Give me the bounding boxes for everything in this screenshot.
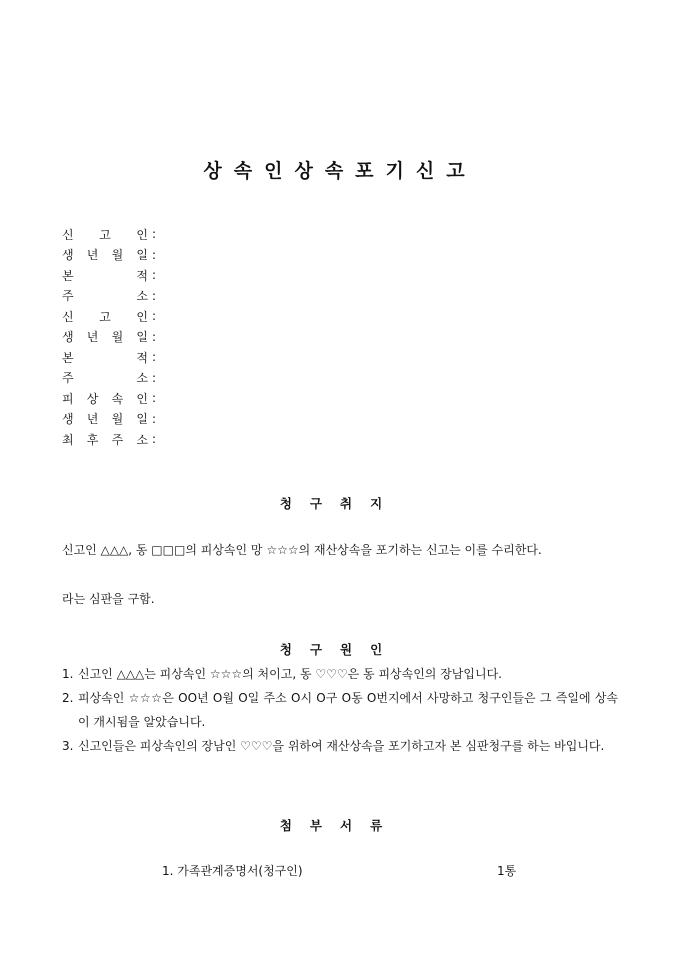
field-row (62, 409, 362, 430)
field-label: 신 고 인 (62, 309, 148, 324)
field-row (62, 265, 362, 286)
purpose-text: 신고인 △△△, 동 □□□의 피상속인 망 ☆☆☆의 재산상속을 포기하는 신고는 이를 수리한다. (62, 543, 542, 557)
field-row (62, 327, 362, 348)
field-label: 최 후 주 소 (62, 432, 148, 447)
field-colon: : (152, 329, 157, 344)
field-colon: : (152, 391, 157, 406)
field-colon: : (152, 288, 157, 303)
cause-item-number: 3. (62, 739, 74, 753)
document-title: 상속인상속포기신고 (203, 160, 477, 182)
purpose-heading: 청구취지 (279, 496, 401, 511)
declarant-fields (62, 224, 362, 450)
field-label: 본 적 (62, 268, 148, 283)
field-label: 신 고 인 (62, 227, 148, 242)
field-row (62, 306, 362, 327)
field-row (62, 224, 362, 245)
cause-item-number: 1. (62, 667, 74, 681)
field-label: 주 소 (62, 371, 148, 386)
field-colon: : (152, 370, 157, 385)
field-label: 주 소 (62, 289, 148, 304)
field-label: 생 년 월 일 (62, 330, 148, 345)
cause-item-text: 피상속인 ☆☆☆은 OO년 O월 O일 주소 O시 O구 O동 O번지에서 사망하고 청구인들은 그 즉일에 상속이 개시됨을 알았습니다. (78, 691, 618, 729)
field-row (62, 286, 362, 307)
field-row (62, 429, 362, 450)
field-colon: : (152, 227, 157, 242)
field-colon: : (152, 411, 157, 426)
field-label: 본 적 (62, 350, 148, 365)
field-row (62, 245, 362, 266)
field-colon: : (152, 432, 157, 447)
attachments-heading: 첨부서류 (279, 818, 401, 833)
field-colon: : (152, 350, 157, 365)
field-row (62, 368, 362, 389)
cause-item-number: 2. (62, 691, 74, 705)
cause-item (62, 686, 618, 734)
purpose-closing: 라는 심판을 구함. (62, 592, 155, 606)
field-label: 생 년 월 일 (62, 248, 148, 263)
cause-list (62, 662, 618, 758)
field-row (62, 388, 362, 409)
cause-item (62, 734, 618, 758)
field-label: 피 상 속 인 (62, 391, 148, 406)
attachment-label: 1. 가족관계증명서(청구인) (162, 864, 303, 878)
attachment-count: 1통 (497, 864, 517, 878)
field-row (62, 347, 362, 368)
field-colon: : (152, 309, 157, 324)
cause-heading: 청구원인 (279, 642, 401, 657)
cause-item (62, 662, 618, 686)
cause-item-text: 신고인들은 피상속인의 장남인 ♡♡♡을 위하여 재산상속을 포기하고자 본 심판청구를 하는 바입니다. (78, 739, 605, 753)
field-colon: : (152, 247, 157, 262)
field-label: 생 년 월 일 (62, 412, 148, 427)
field-colon: : (152, 268, 157, 283)
cause-item-text: 신고인 △△△는 피상속인 ☆☆☆의 처이고, 동 ♡♡♡은 동 피상속인의 장남입니다. (78, 667, 502, 681)
